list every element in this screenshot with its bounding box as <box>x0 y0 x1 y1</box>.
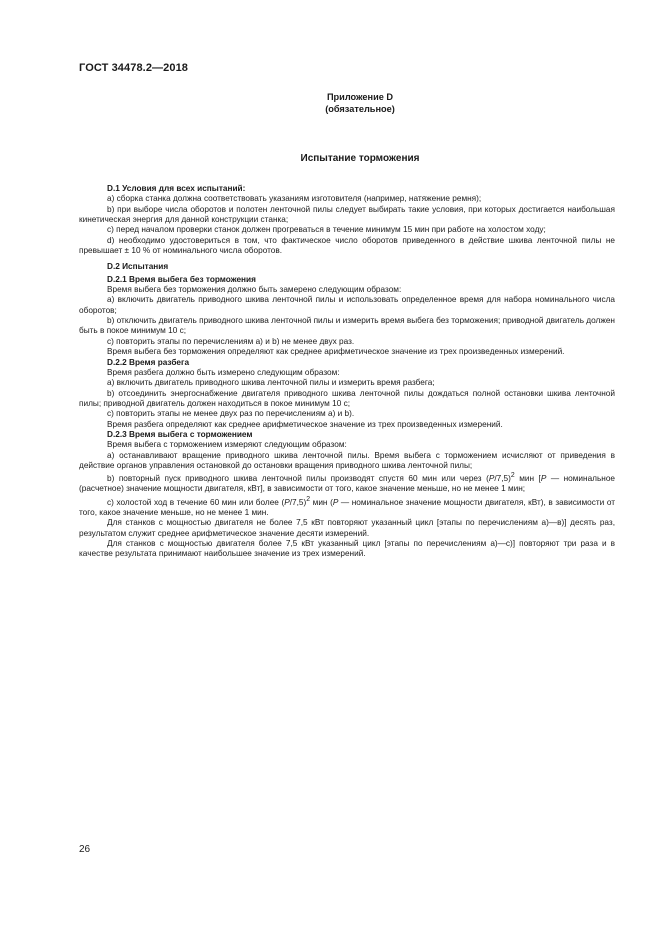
d23-b-exp: 2 <box>510 472 515 480</box>
d23-b-text-mid: мин [ <box>514 474 541 484</box>
d23-b-text-pre: b) повторный пуск приводного шкива ленточной пилы производят спустя 60 мин или через ( <box>107 474 489 484</box>
d1-item-d: d) необходимо удостовериться в том, что фактическое число оборотов приведенного в действие шкива ленточной пилы не превышает ± 10 % от номинального числа оборотов. <box>79 235 615 256</box>
d1-heading: D.1 Условия для всех испытаний: <box>107 184 246 193</box>
appendix-title: Приложение D <box>326 92 394 102</box>
d21-conclusion: Время выбега без торможения определяют как среднее арифметическое значение из трех произведенных измерений. <box>107 347 565 357</box>
d1-item-b: b) при выборе числа оборотов и полотен ленточной пилы следует выбирать такие условия, при которых достигается наибольшая кинетическая энергия для данной конструкции станка; <box>79 204 615 225</box>
d23-intro: Время выбега с торможением измеряют следующим образом: <box>107 440 347 450</box>
d21-item-c: c) повторить этапы по перечислениям а) и b) не менее двух раз. <box>107 336 355 346</box>
appendix-status: (обязательное) <box>325 104 395 114</box>
d23-c-var: P <box>284 497 290 507</box>
d22-item-b: b) отсоединить энергоснабжение двигателя приводного шкива ленточной пилы дождаться полной остановки шкива ленточной пилы; приводной двигатель должен находиться в покое минимум 10 с; <box>79 388 615 408</box>
d21-intro: Время выбега без торможения должно быть замерено следующим образом: <box>107 285 402 295</box>
d23-b-text-post: — номинальное (расчетное) значение мощности двигателя, кВт], в зависимости от того, какое значение меньше, но не менее 1 мин; <box>79 474 615 494</box>
d23-b-var: P <box>488 474 495 484</box>
d23-note-1: Для станков с мощностью двигателя не более 7,5 кВт повторяют указанный цикл [этапы по перечислениям а)—в)] десять раз, результатом служит среднее арифметическое значение десяти измерений. <box>79 518 615 538</box>
d21-item-a: a) включить двигатель приводного шкива ленточной пилы и использовать определенное время для набора номинального числа оборотов; <box>79 295 615 315</box>
d23-heading: D.2.3 Время выбега с торможением <box>107 429 253 439</box>
d23-note-2: Для станков с мощностью двигателя более 7,5 кВт указанный цикл [этапы по перечислениям а)—с)] повторяют три раза и в качестве результата принимают наибольшее значение из трех измерений. <box>79 538 615 559</box>
d22-item-c: с) повторить этапы не менее двух раз по перечислениям а) и b). <box>107 409 355 419</box>
d23-b-div: /7,5) <box>494 474 511 484</box>
d23-item-a: а) останавливают вращение приводного шкива ленточной пилы. Время выбега с торможением исчисляют от приведения в действие органов управления остановкой до остановки вращения приводного шкива ленточной пилы; <box>79 450 615 470</box>
standard-code: ГОСТ 34478.2—2018 <box>79 62 189 74</box>
d23-c-exp: 2 <box>306 495 311 503</box>
d23-c-div: /7,5) <box>289 497 307 507</box>
d2-heading: D.2 Испытания <box>107 262 169 272</box>
d23-b-var2: P <box>540 474 547 484</box>
d1-item-c: c) перед началом проверки станок должен прогреваться в течение минимум 15 мин при работе на холостом ходу; <box>107 225 546 235</box>
d22-intro: Время разбега должно быть измерено следующим образом: <box>107 367 340 377</box>
document-body <box>79 184 615 560</box>
d23-item-b <box>79 471 615 494</box>
d1-item-a: a) сборка станка должна соответствовать указаниям изготовителя (например, натяжение ремня); <box>107 194 482 204</box>
section-title: Испытание торможения <box>300 153 420 164</box>
d23-c-text-post: — номинальное значение мощности двигателя, кВт), в зависимости от того, какое значение меньше, но не менее 1 мин. <box>79 497 616 517</box>
d23-c-var2: P <box>332 497 339 507</box>
d21-heading: D.2.1 Время выбега без торможения <box>107 274 256 284</box>
d23-c-text-pre: с) холостой ход в течение 60 мин или более ( <box>107 497 285 507</box>
d22-conclusion: Время разбега определяют как среднее арифметическое значение из трех произведенных измерений. <box>107 419 503 429</box>
d22-heading: D.2.2 Время разбега <box>107 357 190 367</box>
d21-item-b: b) отключить двигатель приводного шкива ленточной пилы и измерить время выбега без торможения; приводной двигатель должен быть в покое минимум 10 с; <box>79 316 615 336</box>
page-number: 26 <box>79 844 91 855</box>
d23-item-c <box>79 495 615 518</box>
d23-c-text-mid: мин ( <box>310 497 333 507</box>
d22-item-a: а) включить двигатель приводного шкива ленточной пилы и измерить время разбега; <box>107 378 435 388</box>
